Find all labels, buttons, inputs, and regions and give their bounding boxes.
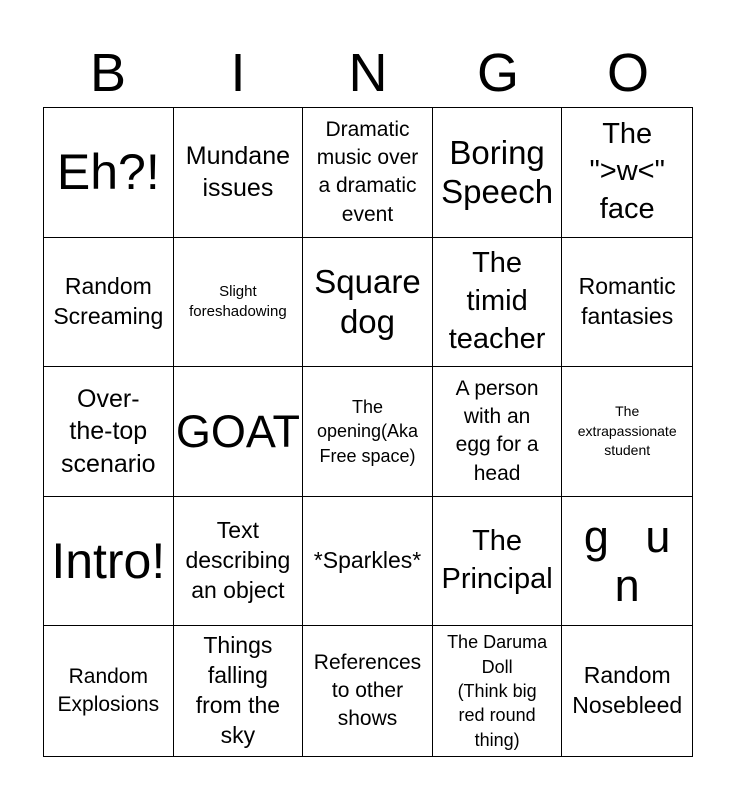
bingo-cell[interactable]: Intro!: [44, 497, 174, 627]
bingo-cell[interactable]: Random Nosebleed: [572, 662, 683, 719]
bingo-cell[interactable]: Square dog: [303, 238, 433, 368]
bingo-cell[interactable]: References to other shows: [303, 626, 433, 756]
bingo-cell[interactable]: GOAT: [174, 367, 304, 497]
header-letter-n: N: [348, 43, 388, 103]
bingo-cell[interactable]: Random Explosions: [44, 626, 174, 756]
bingo-cell[interactable]: The Daruma Doll (Think big red round thing): [433, 626, 563, 756]
bingo-cell[interactable]: The Principal: [433, 497, 563, 627]
bingo-cell[interactable]: The extrapassionate student: [562, 367, 692, 497]
bingo-cell[interactable]: The timid teacher: [433, 238, 563, 368]
bingo-cell[interactable]: Over- the-top scenario: [44, 367, 174, 497]
header-letter-b: B: [89, 43, 127, 103]
bingo-cell[interactable]: Things falling from the sky: [174, 626, 304, 756]
bingo-cell[interactable]: A person with an egg for a head: [433, 367, 563, 497]
bingo-cell[interactable]: Mundane issues: [174, 108, 304, 238]
bingo-cell[interactable]: Eh?!: [44, 108, 174, 238]
header-letter-o: O: [606, 43, 649, 103]
bingo-cell[interactable]: g u n: [562, 497, 692, 627]
bingo-header: [43, 40, 693, 106]
bingo-cell[interactable]: Dramatic music over a dramatic event: [303, 108, 433, 238]
bingo-cell[interactable]: Random Screaming: [44, 238, 174, 368]
bingo-cell[interactable]: Slight foreshadowing: [174, 238, 304, 368]
bingo-cell[interactable]: Romantic fantasies: [562, 238, 692, 368]
bingo-cell[interactable]: *Sparkles*: [303, 497, 433, 627]
bingo-board: [43, 107, 693, 757]
bingo-cell free-space[interactable]: The opening(Aka Free space): [303, 367, 433, 497]
bingo-cell[interactable]: The ">w<" face: [562, 108, 692, 238]
header-letter-i: I: [230, 43, 246, 103]
header-letter-g: G: [476, 43, 519, 103]
bingo-cell[interactable]: Boring Speech: [433, 108, 563, 238]
bingo-cell[interactable]: Text describing an object: [174, 497, 304, 627]
